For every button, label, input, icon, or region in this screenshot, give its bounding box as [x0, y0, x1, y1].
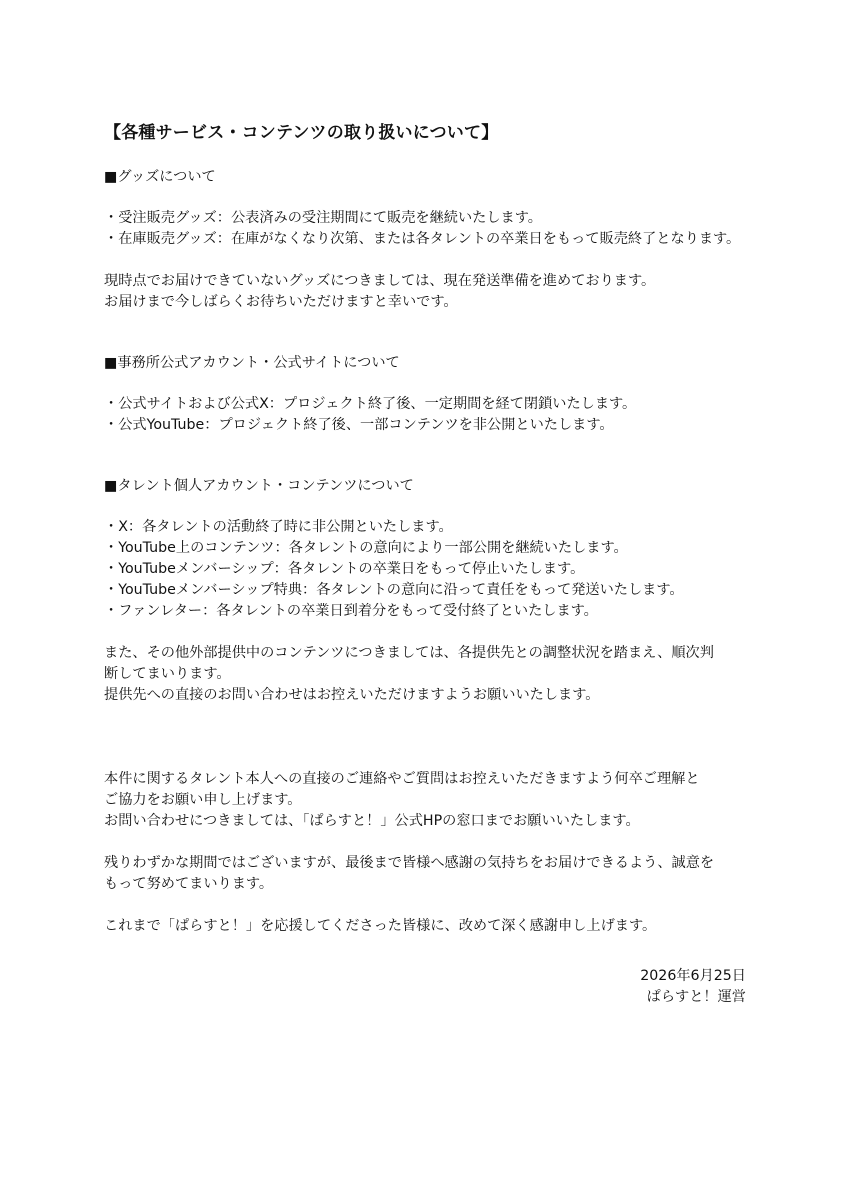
goods-note-line: お届けまで今しばらくお待ちいただけますと幸いです。: [104, 294, 458, 310]
talent-note-line: また、その他外部提供中のコンテンツにつきましては、各提供先との調整状況を踏まえ、順次判: [104, 645, 714, 661]
closing-section: [104, 769, 749, 937]
talent-item-x: ・X：各タレントの活動終了時に非公開といたします。: [104, 519, 453, 535]
office-section: [104, 353, 749, 436]
signature-block: [640, 966, 746, 1008]
talent-section: [104, 476, 749, 706]
closing-paragraph-line: 本件に関するタレント本人への直接のご連絡やご質問はお控えいただきますよう何卒ご理解と: [104, 771, 700, 787]
goods-section: [104, 167, 749, 313]
closing-paragraph-line: お問い合わせにつきましては、「ぱらすと！」公式HPの窓口までお願いいたします。: [104, 813, 640, 829]
office-heading: ■事務所公式アカウント・公式サイトについて: [104, 355, 400, 371]
goods-item-stock: ・在庫販売グッズ：在庫がなくなり次第、または各タレントの卒業日をもって販売終了となります。: [104, 231, 741, 247]
closing-paragraph-line: もって努めてまいります。: [104, 876, 274, 892]
talent-item-membership-perks: ・YouTubeメンバーシップ特典：各タレントの意向に沿って責任をもって発送いたします。: [104, 582, 684, 598]
closing-paragraph-line: 残りわずかな期間ではございますが、最後まで皆様へ感謝の気持ちをお届けできるよう、誠意を: [104, 855, 715, 871]
document-body: [104, 121, 749, 937]
office-item-youtube: ・公式YouTube：プロジェクト終了後、一部コンテンツを非公開といたします。: [104, 417, 614, 433]
closing-thanks: これまで「ぱらすと！」を応援してくださった皆様に、改めて深く感謝申し上げます。: [104, 918, 657, 934]
closing-paragraph-line: ご協力をお願い申し上げます。: [104, 792, 302, 808]
talent-item-youtube-content: ・YouTube上のコンテンツ：各タレントの意向により一部公開を継続いたします。: [104, 540, 628, 556]
signature-date: 2026年6月25日: [640, 968, 746, 984]
goods-note-line: 現時点でお届けできていないグッズにつきましては、現在発送準備を進めております。: [104, 273, 656, 289]
document-title: 【各種サービス・コンテンツの取り扱いについて】: [104, 123, 499, 143]
goods-item-order: ・受注販売グッズ：公表済みの受注期間にて販売を継続いたします。: [104, 210, 542, 226]
talent-note-line: 提供先への直接のお問い合わせはお控えいただけますようお願いいたします。: [104, 687, 600, 703]
goods-heading: ■グッズについて: [104, 169, 216, 185]
talent-heading: ■タレント個人アカウント・コンテンツについて: [104, 478, 414, 494]
office-item-site: ・公式サイトおよび公式X：プロジェクト終了後、一定期間を経て閉鎖いたします。: [104, 396, 637, 412]
talent-note-line: 断してまいります。: [104, 666, 231, 682]
talent-item-fan-letter: ・ファンレター：各タレントの卒業日到着分をもって受付終了といたします。: [104, 603, 598, 619]
talent-item-membership: ・YouTubeメンバーシップ：各タレントの卒業日をもって停止いたします。: [104, 561, 585, 577]
signature-org: ぱらすと！運営: [646, 989, 746, 1005]
